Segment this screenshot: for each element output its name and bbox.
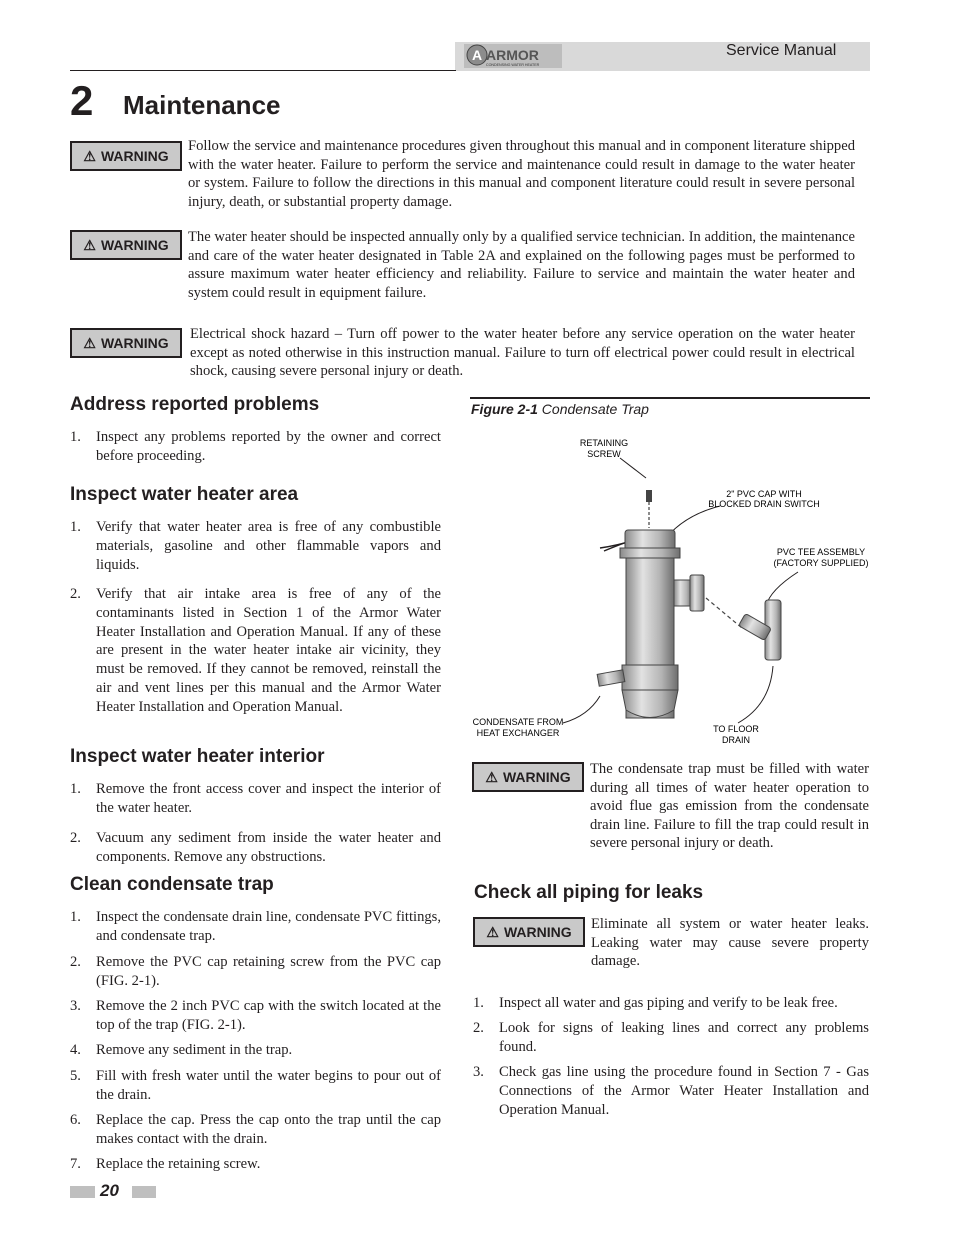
- figure-number: Figure 2-1: [471, 401, 538, 417]
- heading-clean-trap: Clean condensate trap: [70, 874, 274, 895]
- logo-subtext: CONDENSING WATER HEATER: [486, 63, 540, 67]
- footer-bar-right: [132, 1186, 156, 1198]
- warning-badge: ⚠ WARNING: [70, 141, 182, 171]
- warning-triangle-icon: ⚠: [83, 236, 96, 253]
- section-number: 2: [70, 77, 94, 124]
- svg-text:A: A: [471, 47, 483, 63]
- armor-logo: [464, 43, 562, 69]
- section-title: Maintenance: [123, 90, 281, 120]
- warning-text: Electrical shock hazard – Turn off power to the water heater before any service operation on the water heater except as noted otherwise in this instruction manual. Failure to turn off electrical power could result in electrical shock, causing severe personal injury or death.: [190, 326, 855, 380]
- warning-text: Follow the service and maintenance procedures given throughout this manual and in component literature shipped with the water heater. Failure to perform the service and maintenance could result in damage to the water heater or system. Failure to follow the directions in this manual and component literature could result in severe personal injury, death, or substantial property damage.: [188, 138, 855, 210]
- warning-badge: ⚠ WARNING: [472, 762, 584, 792]
- label-cap-2: BLOCKED DRAIN SWITCH: [708, 499, 820, 509]
- heading-inspect-interior: Inspect water heater interior: [70, 746, 325, 767]
- warning-text: The water heater should be inspected annually only by a qualified service technician. In addition, the maintenance and care of the water heater designated in Table 2A and explained on the following pages must be performed to assure maximum water heater efficiency and reliability. Failure to service and maintain the water heater and system could result in equipment failure.: [188, 229, 855, 301]
- logo-text: ARMOR: [486, 47, 539, 63]
- footer-bar-left: [70, 1186, 95, 1198]
- label-tee-1: PVC TEE ASSEMBLY: [776, 547, 866, 557]
- heading-inspect-area: Inspect water heater area: [70, 484, 299, 505]
- warning-badge: ⚠ WARNING: [70, 328, 182, 358]
- label-drain-2: DRAIN: [721, 735, 751, 745]
- header-rule: [70, 70, 456, 71]
- warning-triangle-icon: ⚠: [83, 147, 96, 164]
- warning-triangle-icon: ⚠: [486, 923, 499, 940]
- label-cap-1: 2" PVC CAP WITH: [726, 489, 802, 499]
- warning-text: Eliminate all system or water heater leaks. Leaking water may cause severe property damage.: [591, 916, 869, 970]
- warning-text: The condensate trap must be filled with water during all times of water heater operation to avoid flue gas emission from the condensate drain line. Failure to fill the trap could result in severe personal injury or death.: [590, 761, 869, 852]
- label-retaining-1: RETAINING: [579, 438, 629, 448]
- warning-triangle-icon: ⚠: [83, 334, 96, 351]
- label-condensate-2: HEAT EXCHANGER: [476, 728, 560, 738]
- label-tee-2: (FACTORY SUPPLIED): [773, 558, 869, 568]
- warning-triangle-icon: ⚠: [485, 768, 498, 785]
- condensate-trap-diagram: [470, 420, 870, 750]
- figure-caption: [471, 401, 649, 417]
- warning-badge: ⚠ WARNING: [473, 917, 585, 947]
- heading-address-problems: Address reported problems: [70, 394, 320, 415]
- heading-check-piping: Check all piping for leaks: [474, 882, 704, 903]
- header-title: Service Manual: [726, 42, 837, 59]
- label-retaining-2: SCREW: [587, 449, 621, 459]
- figure-rule: [470, 397, 870, 399]
- page-number: 20: [100, 1181, 119, 1200]
- figure-title: Condensate Trap: [541, 401, 649, 417]
- label-drain-1: TO FLOOR: [713, 724, 759, 734]
- label-condensate-1: CONDENSATE FROM: [472, 717, 564, 727]
- warning-badge: ⚠ WARNING: [70, 230, 182, 260]
